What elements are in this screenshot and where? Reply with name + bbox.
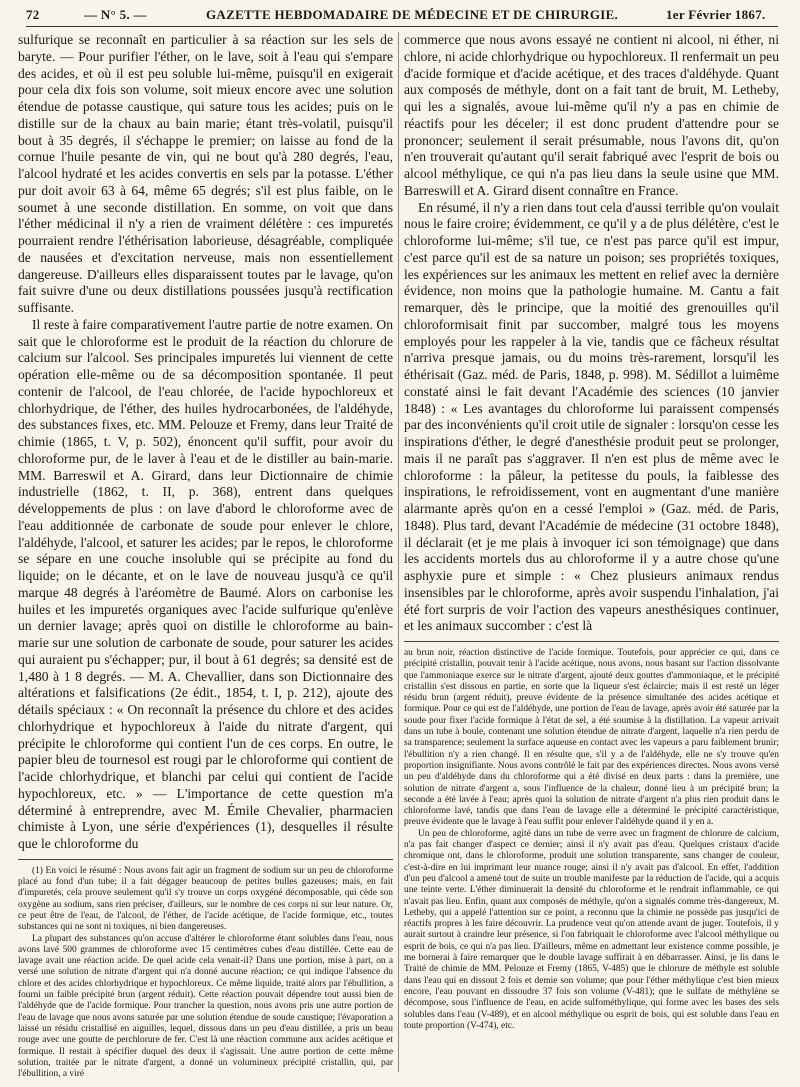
left-footnote-1: (1) En voici le résumé : Nous avons fait agir un fragment de sodium sur un peu de chloroforme placé au fond d'un tube; il a fait dégager beaucoup de petites bulles gazeuses; mais, en fait d'impuretés, cela prouve seulement qu'il s'y trouve un corps oxygéné décomposable, qui cède son oxygène au sodium, sans rien préciser, d'ailleurs, sur le nombre de ces corps ni sur leur nature. Or, ce peut être de l'eau, de l'alcool, de l'éther, de l'acide acétique, de l'acide formique, etc., toutes substances qui ne sont ni toxiques, ni bien dangereuses. [18,865,393,933]
page-header [26,3,778,27]
right-column [404,32,779,1032]
footnote-divider-right [404,641,779,642]
issue-date: 1er Février 1867. [666,7,766,22]
issue-number: — N° 5. — [84,7,147,22]
right-footnote-2: Un peu de chloroforme, agité dans un tube de verre avec un fragment de chlorure de calcium, n'a pas fait changer d'aspect ce dernier; ainsi il n'y avait pas d'eau. Quelques cristaux d'acide chromique ont, dans le chloroforme, produit une solution transparente, sans changer de couleur, c'est-à-dire en lui imprimant leur nuance rouge; ainsi il n'y avait pas d'alcool. En effet, l'addition d'un peu d'alcool a amené tout de suite un trouble manifeste par la réduction de l'acide, qui a acquis une teinte verte. L'éther diminuerait la densité du chloroforme et le rendrait inflammable, ce qui n'avait pas lieu. Enfin, quant aux composés de méthyle, qu'on a signalés comme très-dangereux, M. Letheby, qui a appelé l'attention sur ce point, a reconnu que la chimie ne possède pas jusqu'ici de réactifs propres à les faire découvrir. La prudence veut qu'on attende avant de juger. Toutefois, il y aurait surtout à craindre leur présence, si l'on fabriquait le chloroforme avec l'alcool méthylique ou esprit de bois, ce qui n'a pas lieu. D'ailleurs, même en admettant leur existence comme possible, je me bornerai à faire remarquer que le double lavage suffirait à en débarrasser. Ainsi, je lis dans le Traité de chimie de MM. Pelouze et Fremy (1865, V-485) que le chlorure de méthyle est soluble dans l'eau qui en dissout 2 fois et demie son volume; que pour l'éther méthylique c'est bien mieux encore, l'eau pouvant en dissoudre 37 fois son volume (V-481); que le sulfate de méthylène se décompose, sous l'influence de l'eau, en acide sulfométhylique, qui forme avec les bases des sels solubles dans l'eau (V-489), et en alcool méthylique ou esprit de bois, qui est soluble dans l'eau en toute proportion (V-474), etc. [404,828,779,1031]
left-paragraph-1: sulfurique se reconnaît en particulier à sa réaction sur les sels de baryte. — Pour purifier l'éther, on le lave, soit à l'eau qui s'empare des acides, et où il est peu soluble lui-même, puisqu'il en exigerait pour cela dix fois son volume, soit mieux encore avec une solution étendue de potasse caustique, qui sature tous les acides; puis on le distille sur de la chaux au bain marie; étant très-volatil, puisqu'il bout à 35 degrés, il s'échappe le premier; on laisse au fond de la cornue l'huile pesante de vin, qui ne bout qu'à 280 degrés, l'eau, l'alcool hydraté et les acides convertis en sels par la potasse. L'éther pur doit avoir 63 à 64, même 65 degrés; s'il est plus faible, on le soumet à une seconde distillation. En somme, on voit que dans l'éther médicinal il n'y a rien de vraiment délétère : ces impuretés pourraient rendre l'éthérisation laborieuse, désagréable, compliquée de nausées et d'excitation nerveuse, mais non essentiellement dangereuse. D'ailleurs elles disparaissent toutes par le lavage, qu'on fait suivre d'une ou deux distillations poussées jusqu'à rectification suffisante. [18,32,393,315]
footnote-divider [18,859,393,860]
header-rule [26,26,778,27]
left-footnote-2: La plupart des substances qu'on accuse d'altérer le chloroforme étant solubles dans l'eau, nous avons lavé 500 grammes de chloroforme avec 15 centimètres cubes d'eau distillée. Cette eau de lavage avait une réaction acide. De quel acide cela venait-il? Dans une portion, mise à part, on a versé une solution de nitrate d'argent qui n'a donné aucune réaction; ce qui indique l'absence du chlore et des acides chlorhydrique et hypochloreux. Ce même liquide, traité alors par l'ébullition, a fourni un faible précipité brun (argent réduit). Cette réaction pouvait dépendre tout aussi bien de l'aldéhyde que de l'acide formique. Pour trancher la question, nous avons pris une autre portion de l'eau de lavage que nous avons saturée par une solution étendue de soude caustique; l'évaporation a laissé un résidu cristallisé en aiguilles, lequel, dissous dans un peu d'eau distillée, a pris un beau rouge avec une goutte de perchlorure de fer. C'est là une réaction commune aux acides acétique et formique. Il restait à spécifier duquel des deux il s'agissait. Une autre portion de cette même solution, traitée par le nitrate d'argent, a donné un volumineux précipité cristallin, qui, par l'ébullition, a viré [18,933,393,1080]
right-paragraph-2: En résumé, il n'y a rien dans tout cela d'aussi terrible qu'on voulait nous le faire croire; évidemment, ce qu'il y a de plus délétère, c'est le chloroforme lui-même; s'il tue, ce n'est pas parce qu'il est impur, c'est parce qu'il est de sa nature un poison; ses propriétés toxiques, les expériences sur les animaux les mettent en relief avec la dernière évidence, non moins que la pathologie humaine. M. Cantu a fait remarquer, dès le principe, que la moitié des grenouilles qu'il chloroformisait finit par succomber, malgré tous les moyens employés pour les rappeler à la vie, tandis que ce fâcheux résultat n'arriva presque jamais, ou du moins très-rarement, lorsqu'il les éthérisait (Gaz. méd. de Paris, 1848, p. 998). M. Sédillot a luimême constaté ainsi le fait devant l'Académie des sciences (10 janvier 1848) : « Les avantages du chloroforme lui paraissent compensés par des inconvénients qu'il croit utile de signaler : lorsqu'on cesse les inspirations d'éther, le degré d'anesthésie produit peut se prolonger, mais il ne paraît pas s'aggraver. Il n'en est plus de même avec le chloroforme : la pâleur, la petitesse du pouls, la faiblesse des inspirations, le refroidissement, vont en augmentant d'une manière alarmante après qu'on en a cessé l'emploi » (Gaz. méd. de Paris, 1848). Plus tard, devant l'Académie de médecine (31 octobre 1848), il déclarait (et je me plais à invoquer ici son témoignage) que dans les accidents mortels dus au chloroforme il y a autre chose qu'une asphyxie pure et simple : « Chez plusieurs animaux rendus insensibles par le chloroforme, après avoir suspendu l'inhalation, j'ai été fort surpris de voir l'action des vapeurs anesthésiques continuer, et les animaux succomber : c'est là [404,199,779,634]
page-number: 72 [26,7,40,22]
right-paragraph-1: commerce que nous avons essayé ne contient ni alcool, ni éther, ni chlore, ni acide chlorhydrique ou hypochloreux. Il renfermait un peu d'acide formique et d'acide acétique, et des traces d'aldéhyde. Quant aux composés de méthyle, dont on a fait tant de bruit, M. Letheby, qui les a signalés, avoue lui-même qu'il n'y a pas en chimie de réactifs pour les déceler; il est donc prudent d'attendre pour se prononcer; seulement il serait présumable, nous l'avons dit, qu'on n'en trouverait qu'autant qu'il serait fabriqué avec l'esprit de bois ou alcool méthylique, ce qui n'a pas lieu dans la seule usine que MM. Barreswill et A. Girard disent connaître en France. [404,32,779,198]
left-column [18,32,393,1080]
right-footnote-1: au brun noir, réaction distinctive de l'acide formique. Toutefois, pour apprécier ce qui, dans ce précipité cristallin, pouvait tenir à l'acide acétique, nous avons, nous basant sur l'action dissolvante que l'ammoniaque exerce sur le nitrate d'argent, ajouté deux gouttes d'ammoniaque, et le précipité cristallin s'est dissous en partie, en sorte que la liqueur s'est éclaircie; mais il est resté un léger résidu brun (argent réduit), preuve évidente de la présence simultanée des acides acétique et formique. Pour ce qui est de l'aldéhyde, une portion de l'eau de lavage, après avoir été saturée par la soude pour fixer l'acide formique à l'état de sel, a été soumise à la distillation. La vapeur arrivait dans un tube à boule, contenant une solution étendue de nitrate d'argent, laquelle n'a rien perdu de sa transparence; seulement la surface aqueuse en contact avec les vapeurs a paru faiblement brunir; l'ébullition n'y a rien changé. Il en résulte que, s'il y a de l'aldéhyde, elle ne s'y trouve qu'en proportion insignifiante. Nous avons contrôlé le fait par des expériences directes. Nous avons versé un peu d'aldéhyde dans du chloroforme qui a été divisé en deux parts : dans la première, une solution de nitrate d'argent a, sous l'influence de la chaleur, donné lieu à un précipité brun; la seconde a été lavée à l'eau; après quoi la solution de nitrate d'argent n'a plus rien produit dans le chloroforme lavé, tandis que dans l'eau de lavage elle a déterminé le précipité caractéristique, preuve évidente que le lavage à l'eau suffit pour enlever l'aldéhyde quand il y en a. [404,648,779,828]
left-paragraph-2: Il reste à faire comparativement l'autre partie de notre examen. On sait que le chloroforme est le produit de la réaction du chlorure de calcium sur l'alcool. Ses principales impuretés lui viennent de cette opération elle-même ou de sa décomposition spontanée. Il peut contenir de l'alcool, de l'eau chlorée, de l'acide hypochloreux et chlorhydrique, de l'éther, des huiles hydrocarbonées, de l'aldéhyde, des substances fixes, etc. MM. Pelouze et Fremy, dans leur Traité de chimie (1865, t. V, p. 502), énoncent qu'il suffit, pour avoir du chloroforme pur, de le laver à l'eau et de le distiller au bain-marie. MM. Barreswil et A. Girard, dans leur Dictionnaire de chimie industrielle (1862, t. II, p. 368), entrent dans quelques développements de plus : on lave d'abord le chloroforme avec de l'eau additionnée de carbonate de soude pour enlever le chlore, l'aldéhyde, l'alcool, et saturer les acides; par le repos, le chloroforme se sépare en une couche insoluble qui se précipite au fond du liquide; on le décante, et on le lave de nouveau jusqu'à ce qu'il marque 48 degrés à l'aréomètre de Baumé. Alors on carbonise les huiles et les impuretés organiques avec l'acide sulfurique qu'enlève un dernier lavage; après quoi on distille le chloroforme au bain-marie sur une solution de carbonate de soude, pour saturer les acides qui auraient pu s'échapper; pur, il bout à 61 degrés; sa densité est de 1,480 à 1 8 degrés. — M. A. Chevallier, dans son Dictionnaire des altérations et falsifications (2e édit., 1854, t. I, p. 212), ajoute des détails spéciaux : « On reconnaît la présence du chlore et des acides chlorhydrique et hypochloreux à l'aide du nitrate d'argent, qui précipite le chloroforme qui contient l'un de ces corps. En outre, le papier bleu de tournesol est rougi par le chloroforme qui contient de l'acide chlorhydrique, et blanchi par celui qui contient de l'acide hypochloreux, etc. » — L'importance de cette question m'a déterminé à entreprendre, avec M. Émile Chevalier, pharmacien chimiste à Lyon, une série d'expériences (1), desquelles il résulte que le chloroforme du [18,316,393,851]
column-separator [398,32,399,1072]
publication-title: GAZETTE HEBDOMADAIRE DE MÉDECINE ET DE CHIRURGIE. [206,7,619,22]
